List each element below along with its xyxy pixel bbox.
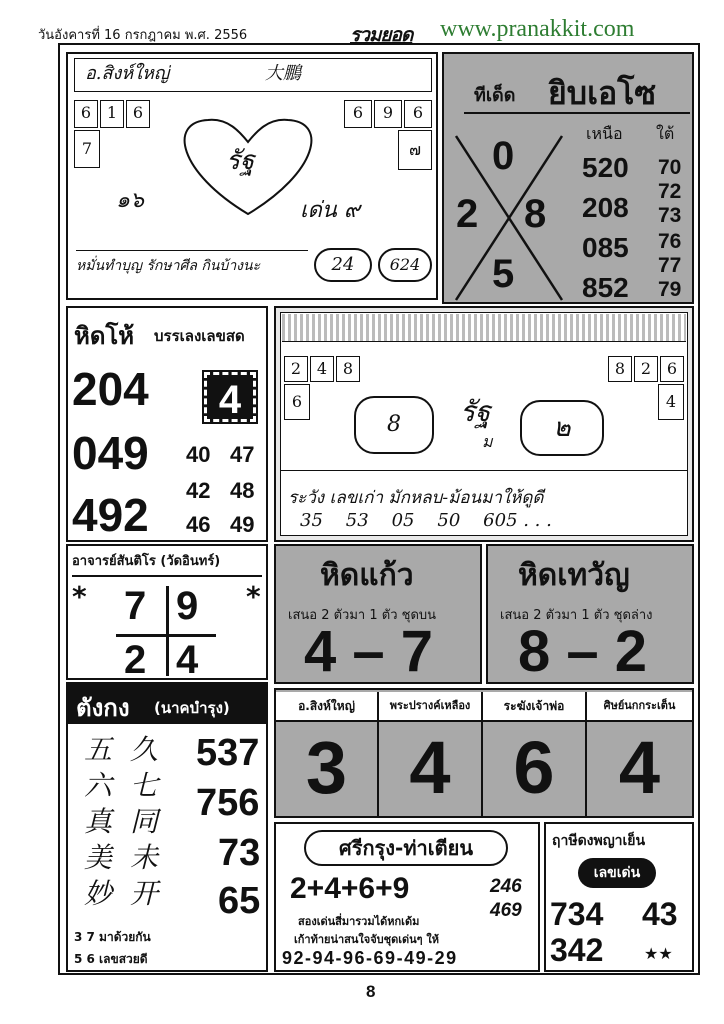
mr-numbers: 35 53 05 50 605 . . . [300,510,552,531]
mr-left-digit-1: 2 [284,356,308,382]
chinese-1: 五 [84,733,113,766]
top-right-panel [442,52,694,304]
hidho-small-1: 40 [186,442,211,467]
hidho-panel [66,306,268,542]
ajarn-grid-1: 7 [124,584,147,628]
col-value-4: 4 [618,726,661,809]
hidho-small-6: 49 [230,512,255,537]
title-small: ทีเด็ด [474,85,516,106]
mr-banner [282,314,686,342]
south-value-6: 79 [658,278,682,301]
cloud-1: 24 [314,248,372,282]
tl-digit-4: 7 [74,130,100,168]
tr-digit-1: 6 [344,100,372,128]
tl-digit-2: 1 [100,100,124,128]
south-value-1: 70 [658,156,682,179]
mr-cloud-right: ๒ [520,400,604,456]
srikrung-numbers: 92-94-96-69-49-29 [282,948,458,968]
banner-text: อ.สิงห์ใหญ่ [85,63,170,84]
srikrung-formula: 2+4+6+9 [290,872,410,905]
cross-top: 0 [492,134,515,178]
tangkong-num-3: 73 [218,832,261,874]
mr-cloud-left: 8 [354,396,434,454]
ajarn-grid-3: 2 [124,638,147,682]
hidho-small-5: 46 [186,512,211,537]
ajarn-grid-vline [166,586,169,676]
north-value-4: 852 [582,272,629,303]
title-big: ยิบเอโซ [548,74,657,112]
ajarn-grid-4: 4 [176,638,199,682]
hidho-small-4: 48 [230,478,255,503]
rishi-title: ฤาษีดงพญาเย็น [552,833,646,849]
top-left-banner [74,58,432,92]
col-north-header: เหนือ [586,124,623,143]
srikrung-note-1: สองเด่นสี่มารวมได้หกเด้ม [298,915,420,928]
north-value-1: 520 [582,152,629,183]
chinese-col-2 [130,732,158,912]
hidho-subtitle: บรรเลงเลขสด [154,327,245,345]
chinese2-4: 未 [130,841,159,874]
hidkaew-panel [274,544,482,684]
cross-right: 8 [524,192,547,236]
hidho-title: หิดโห้ [74,322,135,350]
top-left-panel [66,52,438,300]
heart-text: รัฐ [226,146,255,176]
page-number: 8 [366,982,376,1001]
header-date: วันอังคารที่ 16 กรกฎาคม พ.ศ. 2556 [38,28,248,43]
mr-left-digit-3: 8 [336,356,360,382]
mr-right-digit-2: 2 [634,356,658,382]
ajarn-grid-2: 9 [176,584,199,628]
rishi-stars: ★★ [644,944,673,963]
tr-digit-3: 6 [404,100,432,128]
hidho-big-3: 492 [72,489,149,541]
tl-digit-1: 6 [74,100,98,128]
hidkaew-title: หิดแก้ว [320,558,414,593]
ajarn-panel [66,544,268,680]
mr-right-digit-1: 8 [608,356,632,382]
hidho-big-1: 204 [72,363,149,415]
chinese2-1: 久 [130,733,159,766]
col-label-1: อ.สิงห์ใหญ่ [276,692,379,722]
hidtawan-panel [486,544,694,684]
south-value-3: 73 [658,204,682,227]
mr-right-digit-4: 4 [658,384,684,420]
col-value-1: 3 [276,722,379,816]
tr-digit-4: ๗ [398,130,432,170]
chinese-2: 六 [84,769,113,802]
srikrung-side-1: 246 [490,876,522,897]
col-south-header: ใต้ [656,124,675,143]
ajarn-star-left: * [72,580,87,613]
col-value-2: 4 [379,722,483,816]
mr-left-digit-4: 6 [284,384,310,420]
south-value-4: 76 [658,230,682,253]
banner-chinese: 大鵬 [264,63,301,84]
hidkaew-subtitle: เสนอ 2 ตัวมา 1 ตัว ชุดบน [288,608,437,623]
rishi-value-1: 734 [550,896,604,932]
hidtawan-subtitle: เสนอ 2 ตัวมา 1 ตัว ชุดล่าง [500,608,653,623]
mr-divider [280,470,688,471]
col-value-3: 6 [483,722,587,816]
north-value-3: 085 [582,232,629,263]
cross-left: 2 [456,192,479,236]
mr-right-digit-3: 6 [660,356,684,382]
rishi-value-2: 43 [642,896,678,932]
hidho-small-3: 42 [186,478,211,503]
srikrung-title: ศรีกรุง-ท่าเตียน [304,830,508,866]
srikrung-note-2: เก้าท้ายน่าสนใจจับชุดเด่นๆ ให้ [294,933,440,946]
south-value-2: 72 [658,180,682,203]
col-label-2: พระปรางค์เหลือง [379,692,483,722]
hidtawan-value: 8 – 2 [518,619,647,684]
rishi-value-3: 342 [550,932,604,968]
mr-note: ระวัง เลขเก่า มักหลบ-ม้อนมาให้ดูดี [288,488,544,508]
hidho-small-2: 47 [230,442,255,467]
chinese-4: 美 [84,841,113,874]
chinese2-3: 同 [130,805,159,838]
cross-bottom: 5 [492,252,515,296]
hidtawan-title: หิดเทวัญ [518,558,630,593]
srikrung-side-2: 469 [490,900,522,921]
middle-right-panel [274,306,694,542]
chinese-col-1 [84,732,112,912]
srikrung-panel [274,822,540,972]
tangkong-panel [66,682,268,972]
tangkong-note-2: 5 6 เลขสวยดี [74,952,148,966]
header-website[interactable]: www.pranakkit.com [440,16,635,42]
footer-text: หมั่นทำบุญ รักษาศีล กินบ้างนะ [76,250,308,277]
tangkong-title: ตังกง [76,694,130,722]
rishi-panel [544,822,694,972]
north-value-2: 208 [582,192,629,223]
south-value-5: 77 [658,254,682,277]
mr-left-digit-2: 4 [310,356,334,382]
mr-center-text: รัฐ [460,395,491,428]
chinese-3: 真 [84,805,113,838]
four-cols-panel [274,688,694,818]
right-text: เด่น ๙ [300,198,360,223]
mr-center-sub: ม [482,432,493,451]
cloud-2: 624 [378,248,432,282]
col-label-3: ระฆังเจ้าพ่อ [483,692,587,722]
tangkong-num-1: 537 [196,732,260,774]
ajarn-star-right: * [246,580,261,613]
tangkong-note-1: 3 7 มาด้วยกัน [74,930,151,944]
ajarn-title: อาจารย์สันติโร (วัดอินทร์) [72,550,262,577]
hidho-big-2: 049 [72,427,149,479]
chinese-5: 妙 [84,877,113,910]
left-text: ๑๖ [116,188,144,213]
col-label-4: ศิษย์นกกระเต็น [587,692,692,722]
tangkong-subtitle: (นาคบำรุง) [154,699,230,717]
chinese2-2: 七 [130,769,159,802]
tangkong-num-2: 756 [196,782,260,824]
tr-digit-2: 9 [374,100,402,128]
tangkong-num-4: 65 [218,880,261,922]
hidkaew-value: 4 – 7 [304,619,433,684]
rishi-badge: เลขเด่น [578,858,656,888]
title-underline [464,112,690,114]
hidho-stamp: 4 [204,372,256,422]
header-logo: รวมยอด [350,24,413,46]
tl-digit-3: 6 [126,100,150,128]
chinese2-5: 开 [130,877,159,910]
